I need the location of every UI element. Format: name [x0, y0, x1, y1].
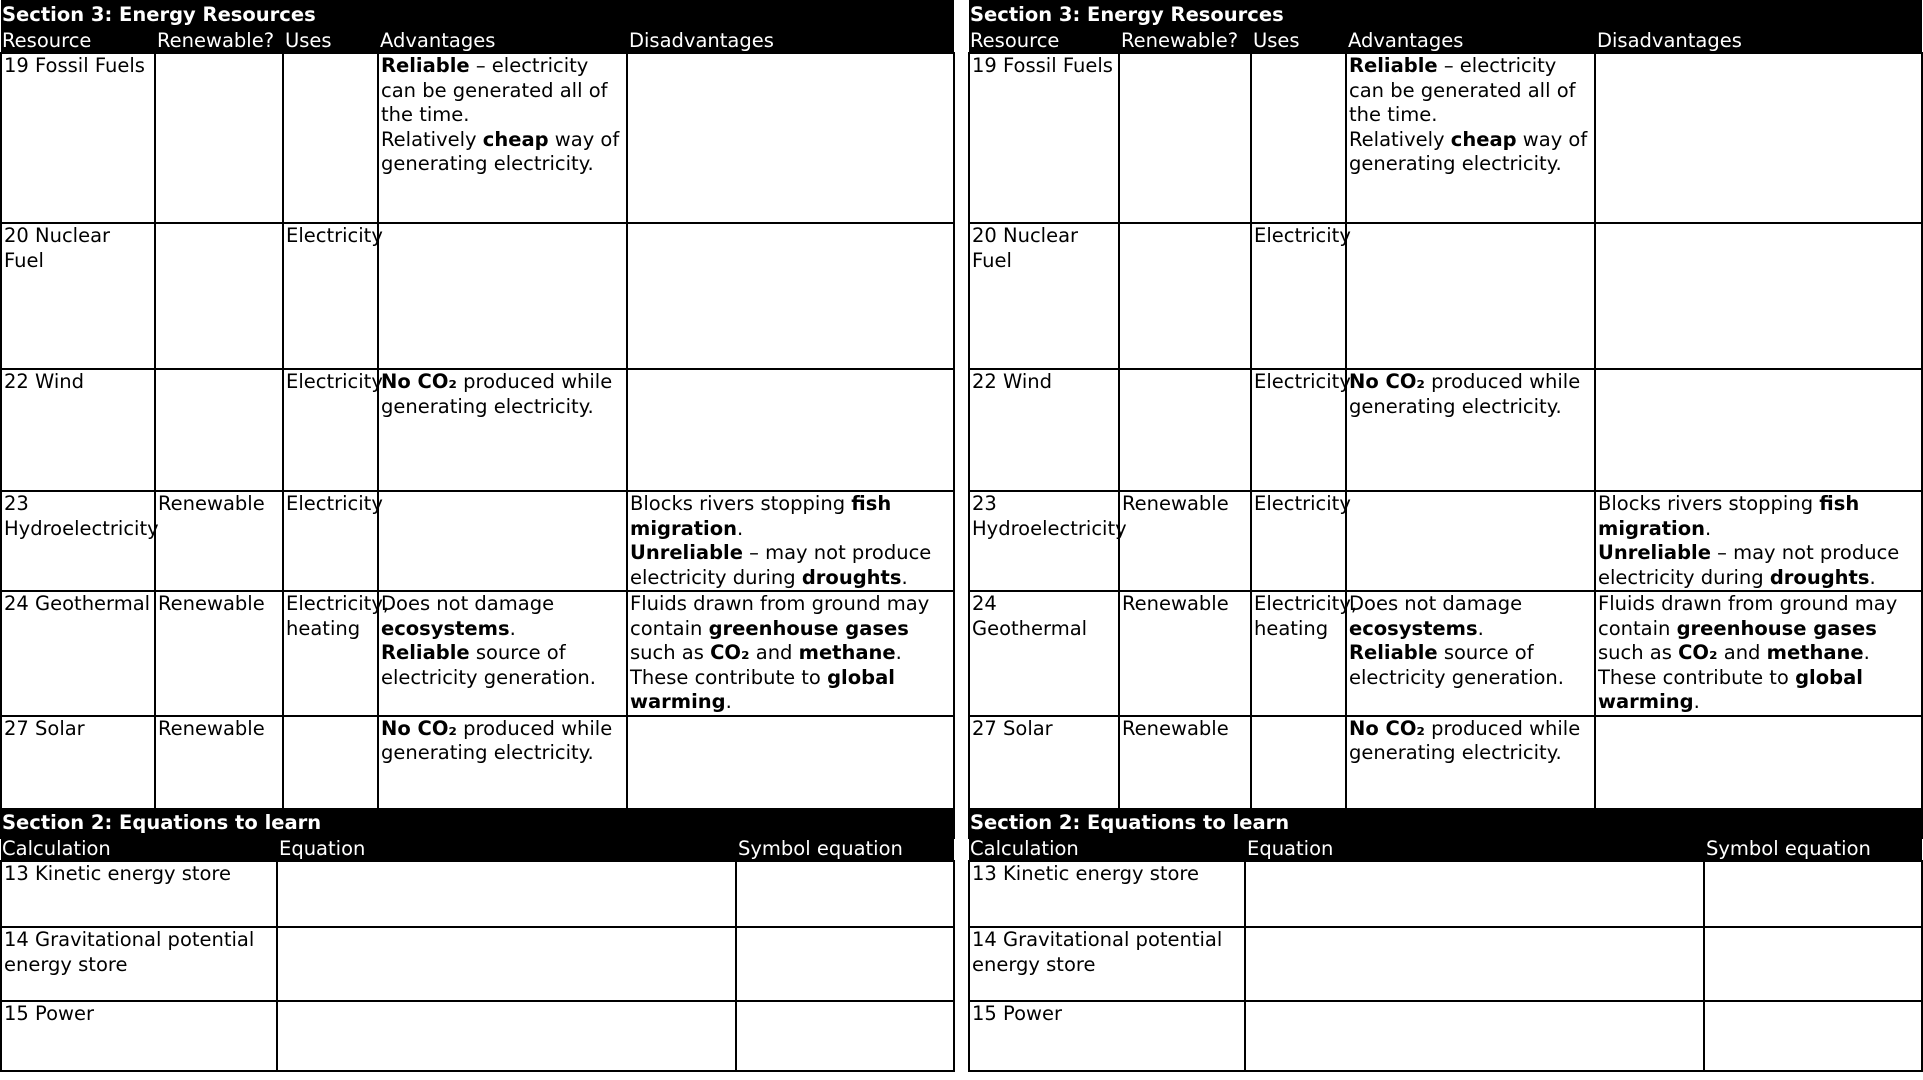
- table-row: [969, 591, 1922, 716]
- cell-uses: Electricity, heating: [283, 591, 378, 716]
- cell-symbol-equation: [1704, 1001, 1922, 1071]
- energy-resources-table: [0, 0, 955, 839]
- cell-renewable: [155, 223, 283, 369]
- cell-symbol-equation: [736, 1001, 954, 1071]
- cell-equation: [277, 927, 736, 1001]
- table-row: [1, 223, 954, 369]
- cell-resource: 23 Hydroelectricity: [1, 491, 155, 591]
- section-title: Section 2: Equations to learn: [1, 808, 954, 837]
- cell-resource: 22 Wind: [969, 369, 1119, 491]
- energy-rows: [969, 53, 1922, 838]
- cell-advantages: No CO₂ produced while generating electricity.: [1346, 716, 1595, 838]
- column-header-symbol-equation: Symbol equation: [1704, 837, 1922, 861]
- section-title: Section 2: Equations to learn: [969, 808, 1922, 837]
- table-row: [1, 491, 954, 591]
- cell-resource: 22 Wind: [1, 369, 155, 491]
- energy-resources-section: [0, 0, 953, 808]
- table-row: [1, 591, 954, 716]
- cell-disadvantages: [627, 369, 954, 491]
- cell-uses: Electricity: [283, 491, 378, 591]
- cell-disadvantages: [1595, 53, 1922, 223]
- column-header-calculation: Calculation: [969, 837, 1245, 861]
- cell-uses: [283, 53, 378, 223]
- cell-resource: 23 Hydroelectricity: [969, 491, 1119, 591]
- cell-symbol-equation: [736, 927, 954, 1001]
- column-header-renewable: Renewable?: [155, 29, 283, 53]
- cell-calculation: 14 Gravitational potential energy store: [1, 927, 277, 1001]
- column-header-resource: Resource: [1, 29, 155, 53]
- column-header-advantages: Advantages: [378, 29, 627, 53]
- cell-equation: [277, 861, 736, 927]
- cell-disadvantages: Blocks rivers stopping fish migration. Unreliable – may not produce electricity during droughts.: [627, 491, 954, 591]
- table-row: [1, 861, 954, 927]
- table-row: [1, 1001, 954, 1071]
- cell-resource: 20 Nuclear Fuel: [969, 223, 1119, 369]
- cell-renewable: Renewable: [155, 591, 283, 716]
- cell-renewable: [1119, 369, 1251, 491]
- cell-calculation: 14 Gravitational potential energy store: [969, 927, 1245, 1001]
- cell-disadvantages: Fluids drawn from ground may contain greenhouse gases such as CO₂ and methane. These contribute to global warming.: [627, 591, 954, 716]
- column-header-uses: Uses: [1251, 29, 1346, 53]
- cell-advantages: Does not damage ecosystems. Reliable source of electricity generation.: [378, 591, 627, 716]
- section-title: Section 3: Energy Resources: [969, 0, 1922, 29]
- cell-uses: Electricity: [283, 223, 378, 369]
- cell-uses: Electricity: [1251, 369, 1346, 491]
- column-header-uses: Uses: [283, 29, 378, 53]
- cell-advantages: No CO₂ produced while generating electricity.: [378, 369, 627, 491]
- cell-disadvantages: [627, 223, 954, 369]
- table-row: [969, 491, 1922, 591]
- cell-advantages: Reliable – electricity can be generated all of the time. Relatively cheap way of generating electricity.: [1346, 53, 1595, 223]
- cell-equation: [1245, 927, 1704, 1001]
- cell-disadvantages: [1595, 223, 1922, 369]
- column-header-equation: Equation: [1245, 837, 1704, 861]
- cell-renewable: Renewable: [1119, 591, 1251, 716]
- cell-uses: Electricity: [1251, 223, 1346, 369]
- cell-resource: 27 Solar: [1, 716, 155, 838]
- section-title: Section 3: Energy Resources: [1, 0, 954, 29]
- cell-disadvantages: Blocks rivers stopping fish migration. Unreliable – may not produce electricity during droughts.: [1595, 491, 1922, 591]
- cell-resource: 20 Nuclear Fuel: [1, 223, 155, 369]
- cell-resource: 19 Fossil Fuels: [1, 53, 155, 223]
- cell-renewable: [1119, 53, 1251, 223]
- cell-renewable: Renewable: [155, 716, 283, 838]
- table-row: [969, 53, 1922, 223]
- cell-calculation: 15 Power: [1, 1001, 277, 1071]
- cell-advantages: No CO₂ produced while generating electricity.: [378, 716, 627, 838]
- cell-advantages: [378, 491, 627, 591]
- table-row: [969, 223, 1922, 369]
- column-header-advantages: Advantages: [1346, 29, 1595, 53]
- column-header-disadvantages: Disadvantages: [627, 29, 954, 53]
- column-header-calculation: Calculation: [1, 837, 277, 861]
- cell-advantages: Does not damage ecosystems. Reliable source of electricity generation.: [1346, 591, 1595, 716]
- cell-renewable: Renewable: [155, 491, 283, 591]
- column-header-disadvantages: Disadvantages: [1595, 29, 1922, 53]
- cell-resource: 19 Fossil Fuels: [969, 53, 1119, 223]
- table-row: [969, 369, 1922, 491]
- worksheet-panel-left: [0, 0, 953, 1025]
- equations-table: [0, 808, 955, 1072]
- cell-equation: [1245, 861, 1704, 927]
- energy-resources-section: [968, 0, 1921, 808]
- cell-advantages: No CO₂ produced while generating electricity.: [1346, 369, 1595, 491]
- cell-advantages: [378, 223, 627, 369]
- cell-resource: 27 Solar: [969, 716, 1119, 838]
- cell-calculation: 13 Kinetic energy store: [1, 861, 277, 927]
- cell-resource: 24 Geothermal: [1, 591, 155, 716]
- table-row: [969, 861, 1922, 927]
- equation-rows: [1, 861, 954, 1071]
- cell-symbol-equation: [1704, 927, 1922, 1001]
- column-header-renewable: Renewable?: [1119, 29, 1251, 53]
- energy-rows: [1, 53, 954, 838]
- table-row: [1, 369, 954, 491]
- cell-resource: 24 Geothermal: [969, 591, 1119, 716]
- cell-disadvantages: Fluids drawn from ground may contain greenhouse gases such as CO₂ and methane. These contribute to global warming.: [1595, 591, 1922, 716]
- equation-rows: [969, 861, 1922, 1071]
- equations-section: [0, 808, 953, 1072]
- cell-calculation: 15 Power: [969, 1001, 1245, 1071]
- cell-advantages: [1346, 491, 1595, 591]
- cell-equation: [277, 1001, 736, 1071]
- cell-symbol-equation: [1704, 861, 1922, 927]
- equations-section: [968, 808, 1921, 1072]
- cell-disadvantages: [627, 53, 954, 223]
- cell-equation: [1245, 1001, 1704, 1071]
- column-header-equation: Equation: [277, 837, 736, 861]
- cell-uses: [1251, 53, 1346, 223]
- equations-table: [968, 808, 1923, 1072]
- cell-advantages: Reliable – electricity can be generated all of the time. Relatively cheap way of generating electricity.: [378, 53, 627, 223]
- cell-renewable: Renewable: [1119, 491, 1251, 591]
- cell-symbol-equation: [736, 861, 954, 927]
- table-row: [969, 927, 1922, 1001]
- cell-uses: Electricity, heating: [1251, 591, 1346, 716]
- cell-renewable: [1119, 223, 1251, 369]
- worksheet-panel-right: [968, 0, 1921, 1025]
- cell-renewable: Renewable: [1119, 716, 1251, 838]
- energy-resources-table: [968, 0, 1923, 839]
- cell-uses: Electricity: [1251, 491, 1346, 591]
- table-row: [1, 53, 954, 223]
- table-row: [1, 927, 954, 1001]
- table-row: [969, 1001, 1922, 1071]
- cell-advantages: [1346, 223, 1595, 369]
- cell-disadvantages: [1595, 369, 1922, 491]
- column-header-resource: Resource: [969, 29, 1119, 53]
- cell-renewable: [155, 369, 283, 491]
- cell-renewable: [155, 53, 283, 223]
- column-header-symbol-equation: Symbol equation: [736, 837, 954, 861]
- cell-calculation: 13 Kinetic energy store: [969, 861, 1245, 927]
- cell-uses: Electricity: [283, 369, 378, 491]
